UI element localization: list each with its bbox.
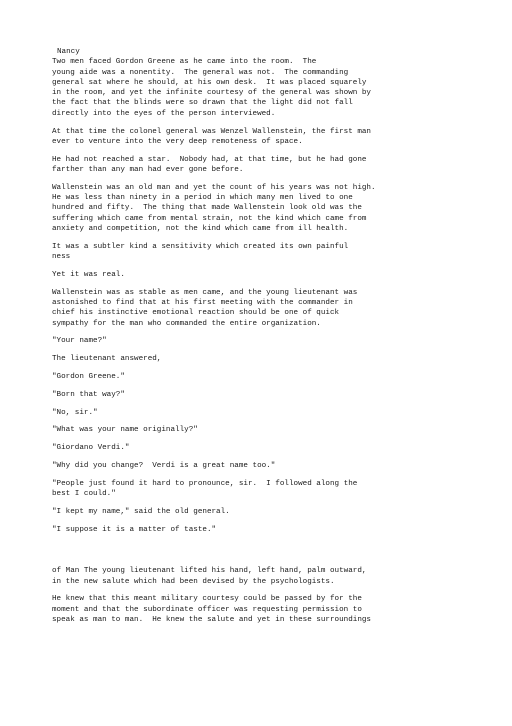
dialogue-line: "Gordon Greene." [52,372,125,381]
document-body [52,47,502,633]
dialogue-line: "People just found it hard to pronounce, sir. I followed along the best I could." [52,479,358,498]
page-header: Nancy [57,48,80,56]
paragraph: Wallenstein was an old man and yet the count of his years was not high. He was less than ninety in a period in which many men lived to one hundred and fifty. The thing that made Wallenstein look old was the suffering which came from mental strain, not the kind which came from anxiety and competition, not the kind which came from ill health. [52,183,376,233]
paragraph: of Man The young lieutenant lifted his hand, left hand, palm outward, in the new salute which had been devised by the psychologists. [52,567,367,586]
paragraph: Wallenstein was as stable as men came, and the young lieutenant was astonished to find that at his first meeting with the commander in chief his instinctive emotional reaction should be one of quick sympathy for the man who commanded the entire organization. [52,288,358,328]
dialogue-line: "I kept my name," said the old general. [52,507,230,516]
dialogue-line: "Born that way?" [52,390,125,399]
dialogue-line: "Your name?" [52,337,107,346]
dialogue-line: "Giordano Verdi." [52,444,130,453]
dialogue-line: "Why did you change? Verdi is a great name too." [52,461,276,470]
paragraph: The lieutenant answered, [52,355,162,364]
paragraph: It was a subtler kind a sensitivity which created its own painful ness [52,242,349,262]
paragraph: At that time the colonel general was Wenzel Wallenstein, the first man ever to venture into the very deep remoteness of space. [52,127,371,146]
paragraph: He knew that this meant military courtesy could be passed by for the moment and that the subordinate officer was requesting permission to speak as man to man. He knew the salute and yet in these surroundings [52,595,371,625]
dialogue-line: "No, sir." [52,408,98,417]
dialogue-line: "I suppose it is a matter of taste." [52,525,217,534]
section-gap [52,542,502,566]
paragraph: Two men faced Gordon Greene as he came into the room. The young aide was a nonentity. The general was not. The commanding general sat where he should, at his own desk. It was placed squarely in the room, and yet the infinite courtesy of the general was shown by the fact that the blinds were so drawn that the light did not fall directly into the eyes of the person interviewed. [52,58,371,118]
paragraph: He had not reached a star. Nobody had, at that time, but he had gone farther than any man had ever gone before. [52,155,367,174]
dialogue-line: "What was your name originally?" [52,426,198,435]
paragraph: Yet it was real. [52,270,125,279]
